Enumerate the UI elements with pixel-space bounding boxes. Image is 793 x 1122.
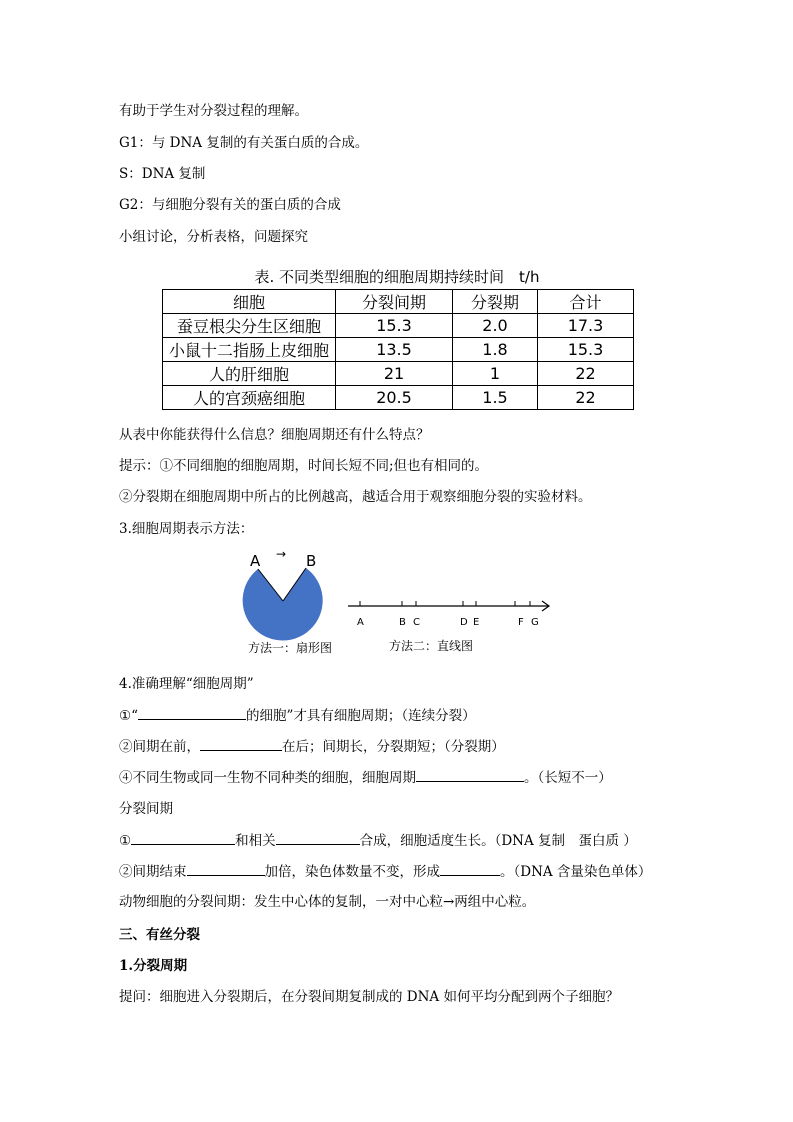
fill-blank (187, 862, 265, 876)
text-line: 3.细胞周期表示方法： (119, 521, 254, 537)
table-cell: 2.0 (453, 314, 538, 338)
table-row (163, 314, 634, 338)
text-fragment: 。（DNA 含量染色单体） (500, 864, 652, 880)
table-header: 分裂间期 (336, 290, 453, 314)
table-cell: 人的肝细胞 (163, 362, 336, 386)
fill-blank (200, 737, 282, 751)
text-line: 从表中你能获得什么信息？细胞周期还有什么特点？ (119, 427, 430, 443)
table-cell: 15.3 (336, 314, 453, 338)
text-fragment: 合成，细胞适度生长。（DNA 复制 蛋白质 ） (359, 833, 637, 849)
text-line (119, 737, 505, 756)
table-cell: 21 (336, 362, 453, 386)
section-heading: 三、有丝分裂 (119, 927, 200, 943)
text-fragment: 的细胞”才具有细胞周期；（连续分裂） (246, 708, 476, 724)
table-cell: 13.5 (336, 338, 453, 362)
table-header-row (163, 290, 634, 314)
fill-blank (131, 831, 235, 845)
text-line: 小组讨论，分析表格，问题探究 (119, 229, 308, 245)
table-cell: 20.5 (336, 386, 453, 410)
text-line: G2：与细胞分裂有关的蛋白质的合成 (119, 197, 341, 213)
text-fragment: ① (119, 833, 132, 849)
table-row (163, 386, 634, 410)
pie-label-b: B (306, 552, 317, 570)
text-line: ②分裂期在细胞周期中所占的比例越高，越适合用于观察细胞分裂的实验材料。 (119, 489, 592, 505)
timeline-label: A (357, 617, 364, 628)
table-row (163, 338, 634, 362)
table-row (163, 362, 634, 386)
fill-blank (416, 768, 524, 782)
table-cell: 17.3 (538, 314, 634, 338)
table-cell: 1 (453, 362, 538, 386)
text-fragment: ①“ (119, 708, 139, 724)
text-line (119, 831, 637, 850)
text-line (119, 706, 476, 725)
cell-cycle-table (162, 289, 634, 410)
table-cell: 1.5 (453, 386, 538, 410)
section4-title: 4.准确理解“细胞周期” (119, 676, 254, 692)
text-line: 提示：①不同细胞的细胞周期，时间长短不同;但也有相同的。 (119, 458, 489, 474)
timeline-label: B (399, 617, 406, 628)
text-line: 提问：细胞进入分裂期后，在分裂间期复制成的 DNA 如何平均分配到两个子细胞？ (119, 989, 619, 1005)
table-cell: 15.3 (538, 338, 634, 362)
table-cell: 1.8 (453, 338, 538, 362)
table-header: 细胞 (163, 290, 336, 314)
timeline-label: G (531, 617, 539, 628)
text-line (119, 862, 651, 881)
table-cell: 小鼠十二指肠上皮细胞 (163, 338, 336, 362)
table-caption: 表. 不同类型细胞的细胞周期持续时间 t/h (254, 268, 540, 286)
text-line: 有助于学生对分裂过程的理解。 (119, 103, 308, 119)
table-cell: 人的宫颈癌细胞 (163, 386, 336, 410)
timeline-label: C (413, 617, 420, 628)
timeline-label: F (518, 617, 524, 628)
text-fragment: 在后；间期长，分裂期短；（分裂期） (282, 739, 505, 755)
timeline-label: E (473, 617, 480, 628)
timeline-label: D (460, 617, 468, 628)
table-cell: 22 (538, 386, 634, 410)
fill-blank (276, 831, 360, 845)
text-line (119, 768, 612, 787)
interphase-title: 分裂间期 (119, 801, 173, 817)
subsection-heading: 1.分裂周期 (119, 958, 188, 974)
text-line: G1：与 DNA 复制的有关蛋白质的合成。 (119, 135, 369, 151)
cell-cycle-figure (230, 548, 570, 660)
text-fragment: ④不同生物或同一生物不同种类的细胞，细胞周期 (119, 770, 416, 786)
text-fragment: 和相关 (235, 833, 276, 849)
text-fragment: ②间期结束 (119, 864, 187, 880)
text-line: 动物细胞的分裂间期：发生中心体的复制，一对中心粒→两组中心粒。 (119, 894, 536, 910)
timeline-caption: 方法二：直线图 (389, 639, 474, 653)
table-header: 合计 (538, 290, 634, 314)
text-line: S：DNA 复制 (119, 166, 206, 182)
pie-caption: 方法一：扇形图 (248, 641, 333, 655)
text-fragment: ②间期在前， (119, 739, 200, 755)
text-fragment: 。（长短不一） (524, 770, 612, 786)
pie-label-a: A (250, 552, 261, 570)
pie-arrow: → (276, 548, 287, 561)
table-cell: 22 (538, 362, 634, 386)
table-header: 分裂期 (453, 290, 538, 314)
pie-sector (243, 568, 323, 640)
fill-blank (138, 706, 246, 720)
table-cell: 蚕豆根尖分生区细胞 (163, 314, 336, 338)
text-fragment: 加倍，染色体数量不变，形成 (264, 864, 440, 880)
fill-blank (440, 862, 500, 876)
